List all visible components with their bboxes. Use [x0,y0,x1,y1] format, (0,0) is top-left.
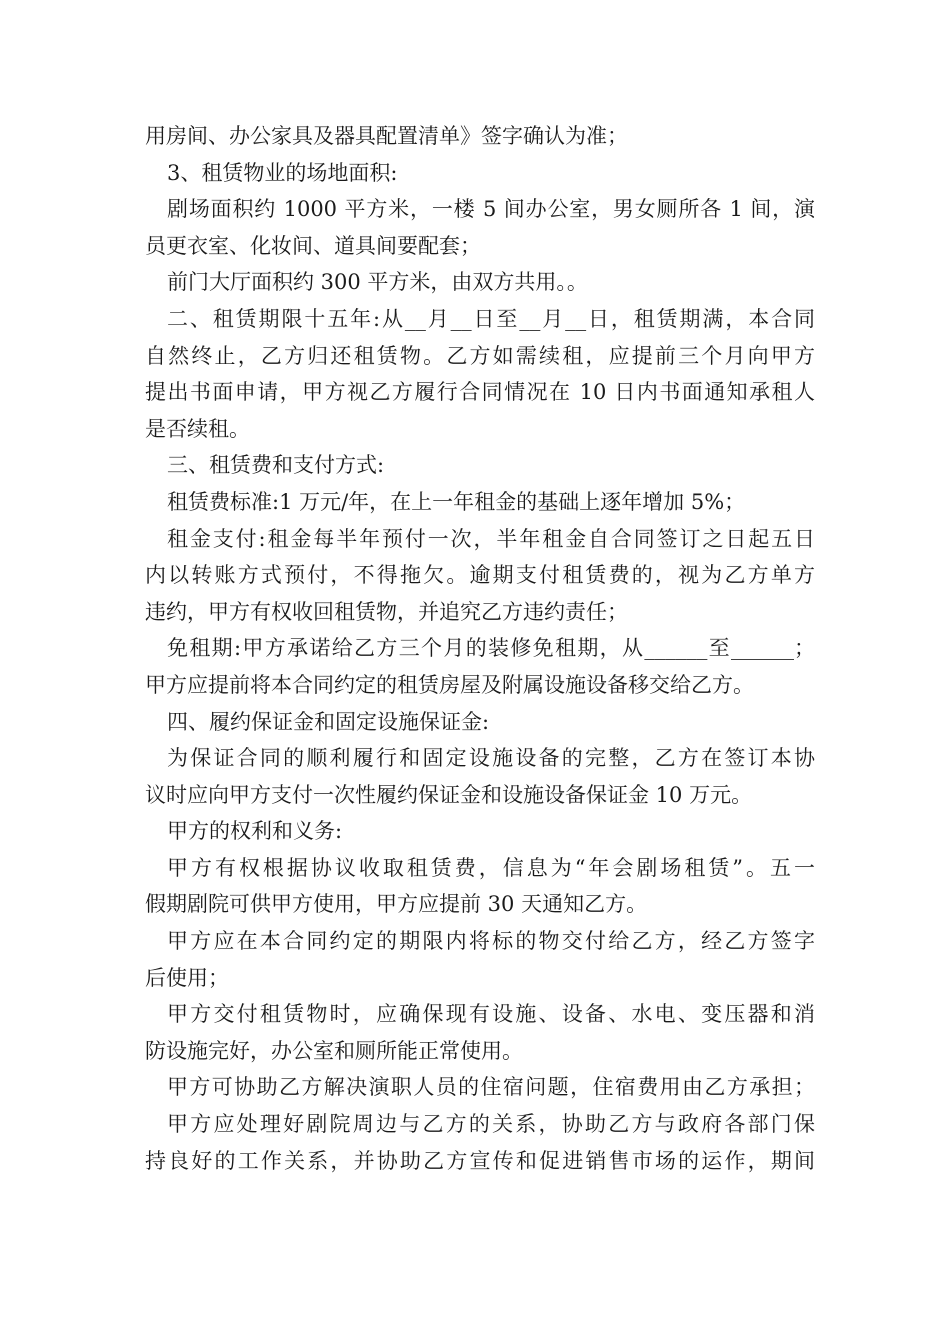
text-line: 后使用； [145,965,229,990]
section-heading: 三、租赁费和支付方式: [167,453,385,478]
text-line: 甲方有权根据协议收取租赁费，信息为“年会剧场租赁”。五一 [167,855,815,880]
text-line: 甲方交付租赁物时，应确保现有设施、设备、水电、变压器和消 [167,1002,815,1027]
section-heading: 3、租赁物业的场地面积: [167,160,398,185]
text-line: 议时应向甲方支付一次性履约保证金和设施设备保证金 10 万元。 [145,782,753,807]
text-line: 假期剧院可供甲方使用，甲方应提前 30 天通知乙方。 [145,892,648,917]
text-line: 甲方应处理好剧院周边与乙方的关系，协助乙方与政府各部门保 [167,1112,815,1137]
text-line: 前门大厅面积约 300 平方米，由双方共用。。 [167,270,588,295]
text-line: 持良好的工作关系，并协助乙方宣传和促进销售市场的运作，期间 [145,1148,815,1173]
section-heading: 四、履约保证金和固定设施保证金: [167,709,490,734]
section-heading: 甲方的权利和义务: [167,819,343,844]
text-line: 自然终止，乙方归还租赁物。乙方如需续租，应提前三个月向甲方 [145,343,815,368]
text-line: 租赁费标准:1 万元/年，在上一年租金的基础上逐年增加 5%； [167,489,746,514]
text-line: 甲方可协助乙方解决演职人员的住宿问题，住宿费用由乙方承担； [167,1075,815,1100]
document-body [145,118,815,1179]
text-line: 剧场面积约 1000 平方米，一楼 5 间办公室，男女厕所各 1 间，演 [167,197,815,222]
text-line: 内以转账方式预付，不得拖欠。逾期支付租赁费的，视为乙方单方 [145,563,815,588]
text-line: 甲方应提前将本合同约定的租赁房屋及附属设施设备移交给乙方。 [145,672,754,697]
text-line: 为保证合同的顺利履行和固定设施设备的完整，乙方在签订本协 [167,746,815,771]
text-line: 用房间、办公家具及器具配置清单》签字确认为准； [145,124,628,148]
text-line: 防设施完好，办公室和厕所能正常使用。 [145,1038,523,1063]
text-line: 甲方应在本合同约定的期限内将标的物交付给乙方，经乙方签字 [167,929,815,954]
text-line: 免租期:甲方承诺给乙方三个月的装修免租期，从______至______； [167,636,815,661]
text-line: 员更衣室、化妆间、道具间要配套； [145,233,481,258]
text-line: 提出书面申请，甲方视乙方履行合同情况在 10 日内书面通知承租人 [145,380,815,405]
text-line: 是否续租。 [145,416,250,441]
text-line: 租金支付:租金每半年预付一次，半年租金自合同签订之日起五日 [167,526,815,551]
text-line: 违约，甲方有权收回租赁物，并追究乙方违约责任； [145,599,628,624]
section-heading: 二、租赁期限十五年:从__月__日至__月__日，租赁期满，本合同 [167,306,815,331]
